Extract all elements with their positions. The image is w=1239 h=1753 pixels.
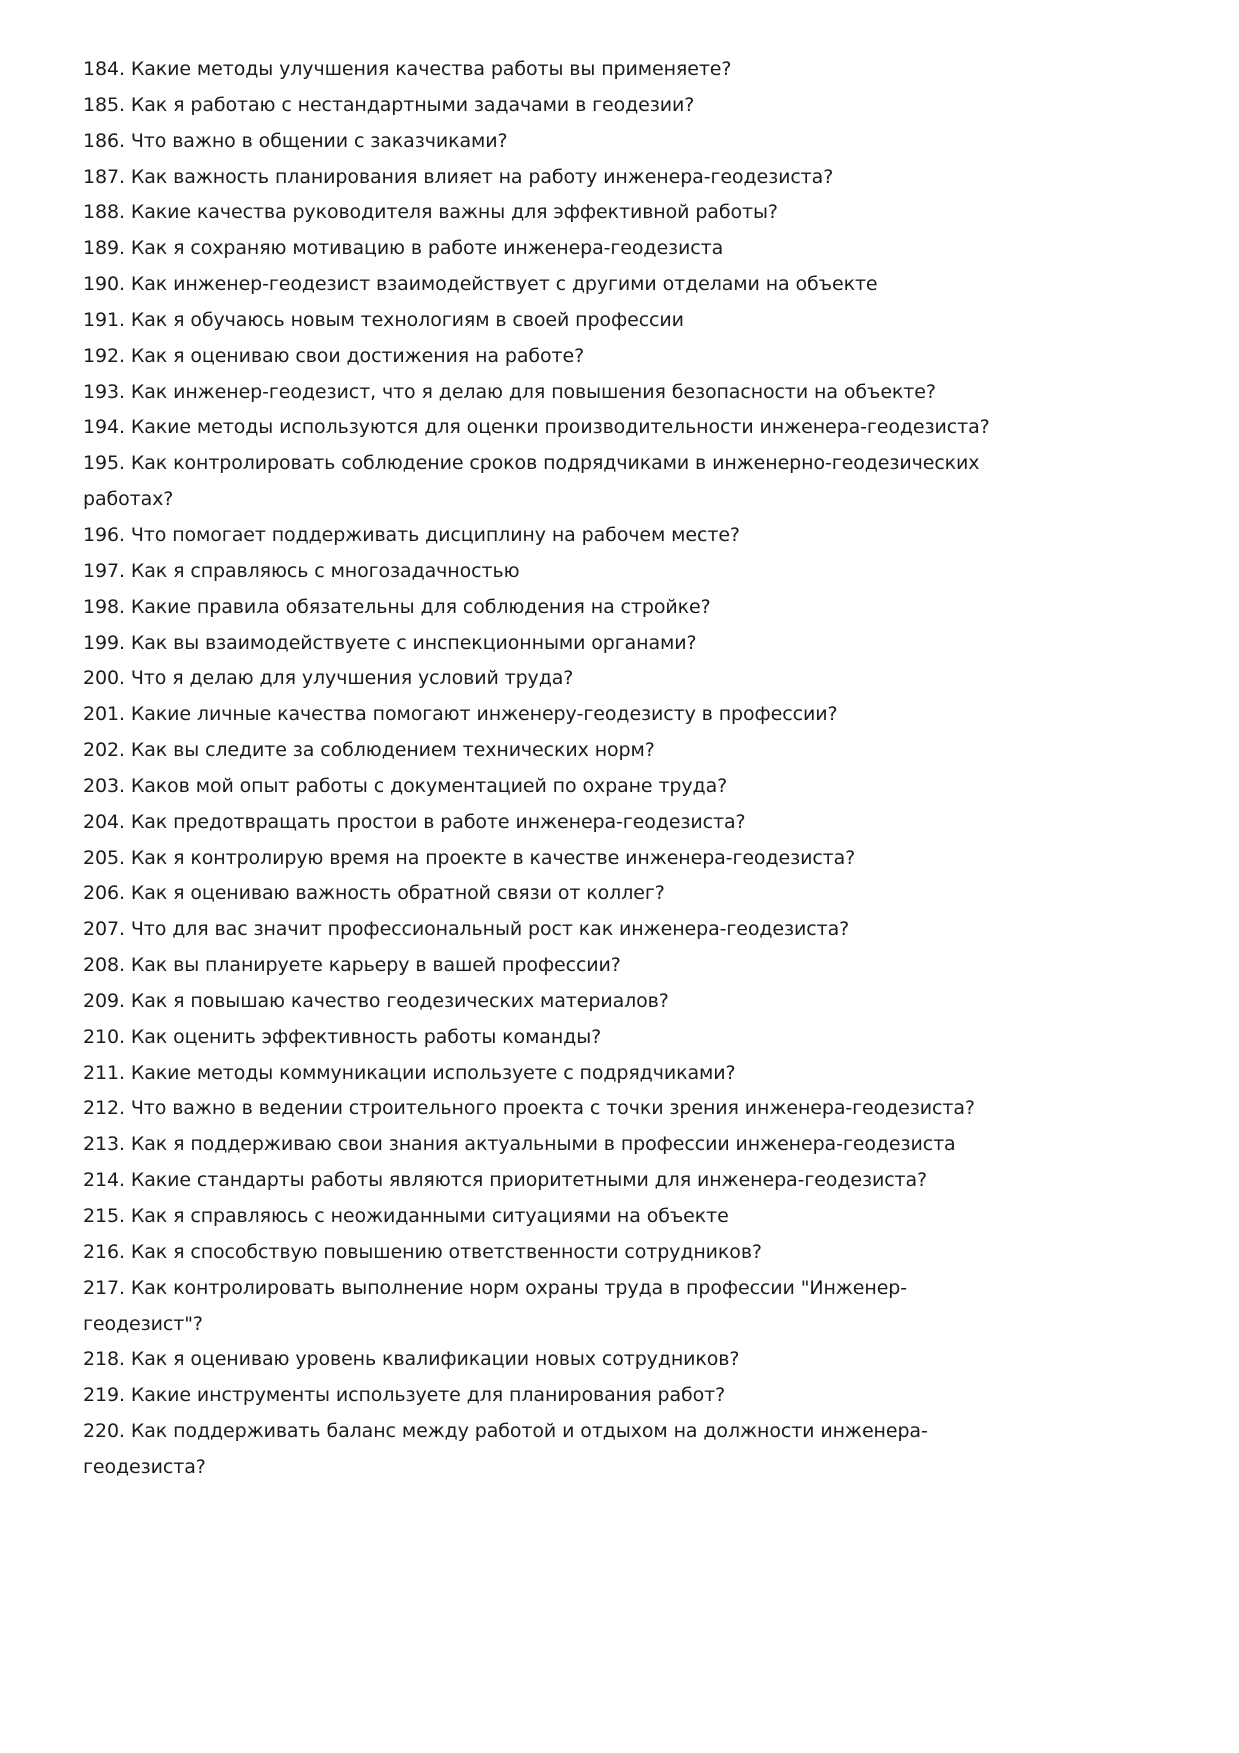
list-item xyxy=(83,876,990,912)
question-text: 206. Как я оцениваю важность обратной связи от коллег? xyxy=(83,882,665,905)
list-item xyxy=(83,303,990,339)
question-text: 220. Как поддерживать баланс между работой и отдыхом на должности инженера- xyxy=(83,1420,928,1443)
question-text: 216. Как я способствую повышению ответственности сотрудников? xyxy=(83,1240,762,1263)
question-text: 193. Как инженер-геодезист, что я делаю для повышения безопасности на объекте? xyxy=(83,380,936,403)
question-text: 197. Как я справляюсь с многозадачностью xyxy=(83,559,520,582)
list-item xyxy=(83,267,990,303)
question-text: 214. Какие стандарты работы являются приоритетными для инженера-геодезиста? xyxy=(83,1169,928,1192)
question-text: 211. Какие методы коммуникации используете с подрядчиками? xyxy=(83,1061,736,1084)
list-item xyxy=(83,1091,990,1127)
question-text: 209. Как я повышаю качество геодезических материалов? xyxy=(83,989,669,1012)
question-text: 219. Какие инструменты используете для планирования работ? xyxy=(83,1384,726,1407)
list-item xyxy=(83,1378,990,1414)
list-item xyxy=(83,1127,990,1163)
list-item xyxy=(83,841,990,877)
list-item xyxy=(83,733,990,769)
list-item xyxy=(83,52,990,88)
list-item xyxy=(83,124,990,160)
question-text: 208. Как вы планируете карьеру в вашей профессии? xyxy=(83,954,621,977)
question-text: 205. Как я контролирую время на проекте в качестве инженера-геодезиста? xyxy=(83,846,856,869)
question-text: 213. Как я поддерживаю свои знания актуальными в профессии инженера-геодезиста xyxy=(83,1133,956,1156)
list-item xyxy=(83,1199,990,1235)
question-text-continuation: работах? xyxy=(83,488,174,511)
question-text: 217. Как контролировать выполнение норм охраны труда в профессии "Инженер- xyxy=(83,1276,908,1299)
list-item xyxy=(83,984,990,1020)
question-list xyxy=(83,52,990,1486)
question-text: 184. Какие методы улучшения качества работы вы применяете? xyxy=(83,58,732,80)
list-item xyxy=(83,590,990,626)
list-item xyxy=(83,410,990,446)
question-text: 215. Как я справляюсь с неожиданными ситуациями на объекте xyxy=(83,1205,729,1227)
list-item xyxy=(83,88,990,124)
list-item xyxy=(83,626,990,662)
list-item xyxy=(83,948,990,984)
question-text: 189. Как я сохраняю мотивацию в работе инженера-геодезиста xyxy=(83,237,724,260)
list-item xyxy=(83,1056,990,1092)
list-item xyxy=(83,697,990,733)
question-text: 204. Как предотвращать простои в работе инженера-геодезиста? xyxy=(83,810,746,833)
list-item xyxy=(83,339,990,375)
question-text-continuation: геодезиста? xyxy=(83,1455,206,1478)
list-item xyxy=(83,446,990,518)
question-text: 195. Как контролировать соблюдение сроков подрядчиками в инженерно-геодезических xyxy=(83,452,980,475)
list-item xyxy=(83,231,990,267)
question-text: 198. Какие правила обязательны для соблюдения на стройке? xyxy=(83,595,711,618)
question-text: 188. Какие качества руководителя важны для эффективной работы? xyxy=(83,201,778,224)
list-item xyxy=(83,518,990,554)
question-text: 199. Как вы взаимодействуете с инспекционными органами? xyxy=(83,631,697,654)
question-text: 218. Как я оцениваю уровень квалификации новых сотрудников? xyxy=(83,1348,740,1371)
list-item xyxy=(83,1235,990,1271)
question-text: 200. Что я делаю для улучшения условий труда? xyxy=(83,667,574,690)
list-item xyxy=(83,1271,990,1343)
list-item xyxy=(83,912,990,948)
list-item xyxy=(83,1414,990,1486)
list-item xyxy=(83,375,990,411)
question-text: 212. Что важно в ведении строительного проекта с точки зрения инженера-геодезиста? xyxy=(83,1097,975,1120)
list-item xyxy=(83,1163,990,1199)
list-item xyxy=(83,769,990,805)
question-text: 201. Какие личные качества помогают инженеру-геодезисту в профессии? xyxy=(83,703,838,726)
question-text: 185. Как я работаю с нестандартными задачами в геодезии? xyxy=(83,93,695,116)
question-text: 207. Что для вас значит профессиональный рост как инженера-геодезиста? xyxy=(83,918,850,941)
list-item xyxy=(83,805,990,841)
question-text-continuation: геодезист"? xyxy=(83,1312,203,1335)
question-text: 194. Какие методы используются для оценки производительности инженера-геодезиста? xyxy=(83,416,990,439)
list-item xyxy=(83,1020,990,1056)
list-item xyxy=(83,661,990,697)
list-item xyxy=(83,554,990,590)
question-text: 202. Как вы следите за соблюдением технических норм? xyxy=(83,739,655,762)
question-text: 192. Как я оцениваю свои достижения на работе? xyxy=(83,344,585,367)
question-text: 186. Что важно в общении с заказчиками? xyxy=(83,129,508,152)
question-text: 203. Каков мой опыт работы с документацией по охране труда? xyxy=(83,774,728,797)
question-text: 190. Как инженер-геодезист взаимодействует с другими отделами на объекте xyxy=(83,273,878,296)
list-item xyxy=(83,1342,990,1378)
list-item xyxy=(83,160,990,196)
question-text: 196. Что помогает поддерживать дисциплину на рабочем месте? xyxy=(83,523,740,546)
question-text: 191. Как я обучаюсь новым технологиям в своей профессии xyxy=(83,308,684,331)
question-text: 187. Как важность планирования влияет на работу инженера-геодезиста? xyxy=(83,165,834,188)
question-text: 210. Как оценить эффективность работы команды? xyxy=(83,1025,602,1048)
list-item xyxy=(83,195,990,231)
